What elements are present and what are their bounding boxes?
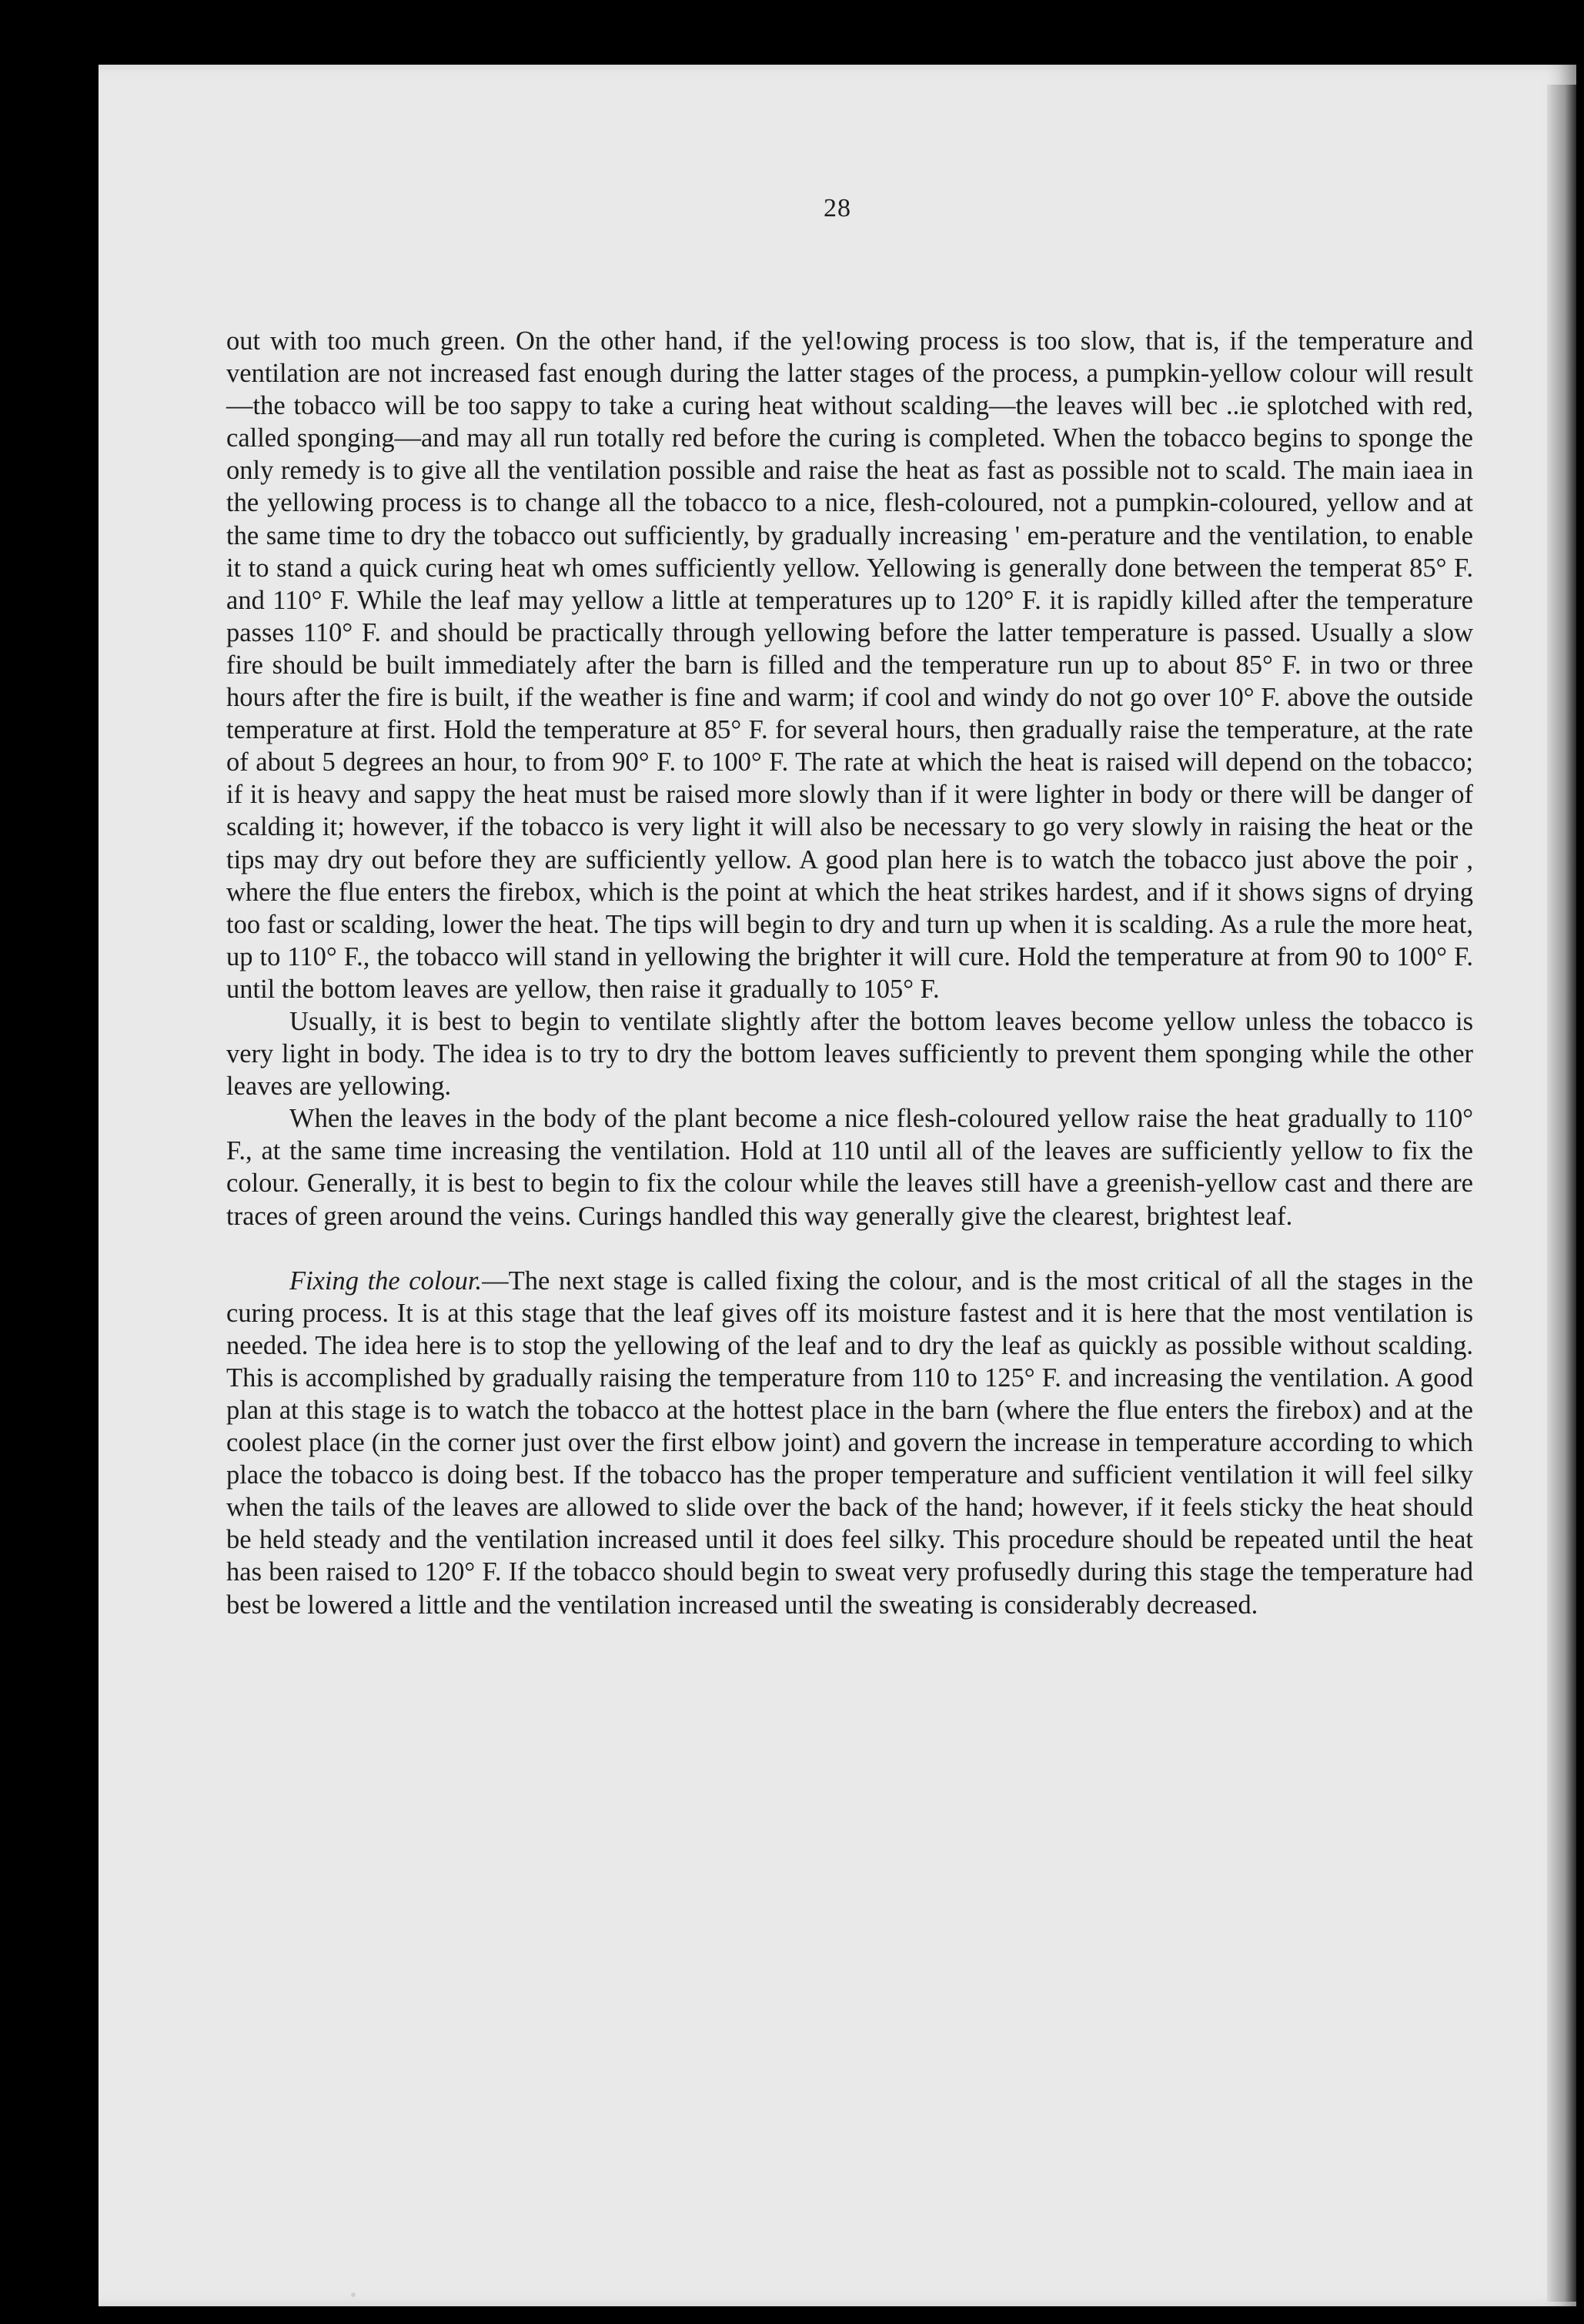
section-body: —The next stage is called fixing the colour, and is the most critical of all the stages in the curing process. It is at this stage that the leaf gives off its moisture fastest and it is here that the most ventilation is needed. The idea here is to stop the yellowing of the leaf and to dry the leaf as quickly as possible without scalding. This is accomplished by gradually raising the temperature from 110 to 125° F. and increasing the ventilation. A good plan at this stage is to watch the tobacco at the hottest place in the barn (where the flue enters the firebox) and at the coolest place (in the corner just over the first elbow joint) and govern the increase in temperature according to which place the tobacco is doing best. If the tobacco has the proper temperature and sufficient ventilation it will feel silky when the tails of the leaves are allowed to slide over the back of the hand; however, if it feels sticky the heat should be held steady and the ventilation increased until it does feel silky. This procedure should be repeated until the heat has been raised to 120° F. If the tobacco should begin to sweat very profusedly during this stage the temperature had best be lowered a little and the ventilation increased until the sweating is considerably decreased. — [226, 1266, 1473, 1620]
scan-speck — [351, 2292, 356, 2297]
scanned-page — [99, 65, 1576, 2306]
section-heading: Fixing the colour. — [289, 1266, 483, 1296]
paragraph-ventilate: Usually, it is best to begin to ventilate slightly after the bottom leaves become yellow unless the tobacco is very light in body. The idea is to try to dry the bottom leaves sufficiently to prevent them sponging while the other leaves are yellowing. — [226, 1006, 1473, 1102]
page-number: 28 — [824, 194, 851, 222]
section-fixing-the-colour — [226, 1265, 1473, 1621]
paragraph-continuation: out with too much green. On the other hand, if the yel!owing process is too slow, that is, if the temperature and ventilation are not increased fast enough during the latter stages of the process, a pumpkin-yellow colour will result—the tobacco will be too sappy to take a curing heat without scalding—the leaves will bec ..ie splotched with red, called sponging—and may all run totally red before the curing is completed. When the tobacco begins to sponge the only remedy is to give all the ventilation possible and raise the heat as fast as possible not to scald. The main iaea in the yellowing process is to change all the tobacco to a nice, flesh-coloured, not a pumpkin-coloured, yellow and at the same time to dry the tobacco out sufficiently, by gradually increasing ' em-perature and the ventilation, to enable it to stand a quick curing heat wh omes sufficiently yellow. Yellowing is generally done between the temperat 85° F. and 110° F. While the leaf may yellow a little at temperatures up to 120° F. it is rapidly killed after the temperature passes 110° F. and should be practically through yellowing before the latter temperature is passed. Usually a slow fire should be built immediately after the barn is filled and the temperature run up to about 85° F. in two or three hours after the fire is built, if the weather is fine and warm; if cool and windy do not go over 10° F. above the outside temperature at first. Hold the temperature at 85° F. for several hours, then gradually raise the temperature, at the rate of about 5 degrees an hour, to from 90° F. to 100° F. The rate at which the heat is raised will depend on the tobacco; if it is heavy and sappy the heat must be raised more slowly than if it were lighter in body or there will be danger of scalding it; however, if the tobacco is very light it will also be necessary to go very slowly in raising the heat or the tips may dry out before they are sufficiently yellow. A good plan here is to watch the tobacco just above the poir , where the flue enters the firebox, which is the point at which the heat strikes hardest, and if it shows signs of drying too fast or scalding, lower the heat. The tips will begin to dry and turn up when it is scalding. As a rule the more heat, up to 110° F., the tobacco will stand in yellowing the brighter it will cure. Hold the temperature at from 90 to 100° F. until the bottom leaves are yellow, then raise it gradually to 105° F. — [226, 326, 1473, 1004]
page-edge-shadow — [1547, 85, 1576, 2302]
paragraph-flesh-coloured: When the leaves in the body of the plant become a nice flesh-coloured yellow raise the heat gradually to 110° F., at the same time increasing the ventilation. Hold at 110 until all of the leaves are sufficiently yellow to fix the colour. Generally, it is best to begin to fix the colour while the leaves still have a greenish-yellow cast and there are traces of green around the veins. Curings handled this way generally give the clearest, brightest leaf. — [226, 1104, 1473, 1231]
body-text — [226, 325, 1473, 1621]
